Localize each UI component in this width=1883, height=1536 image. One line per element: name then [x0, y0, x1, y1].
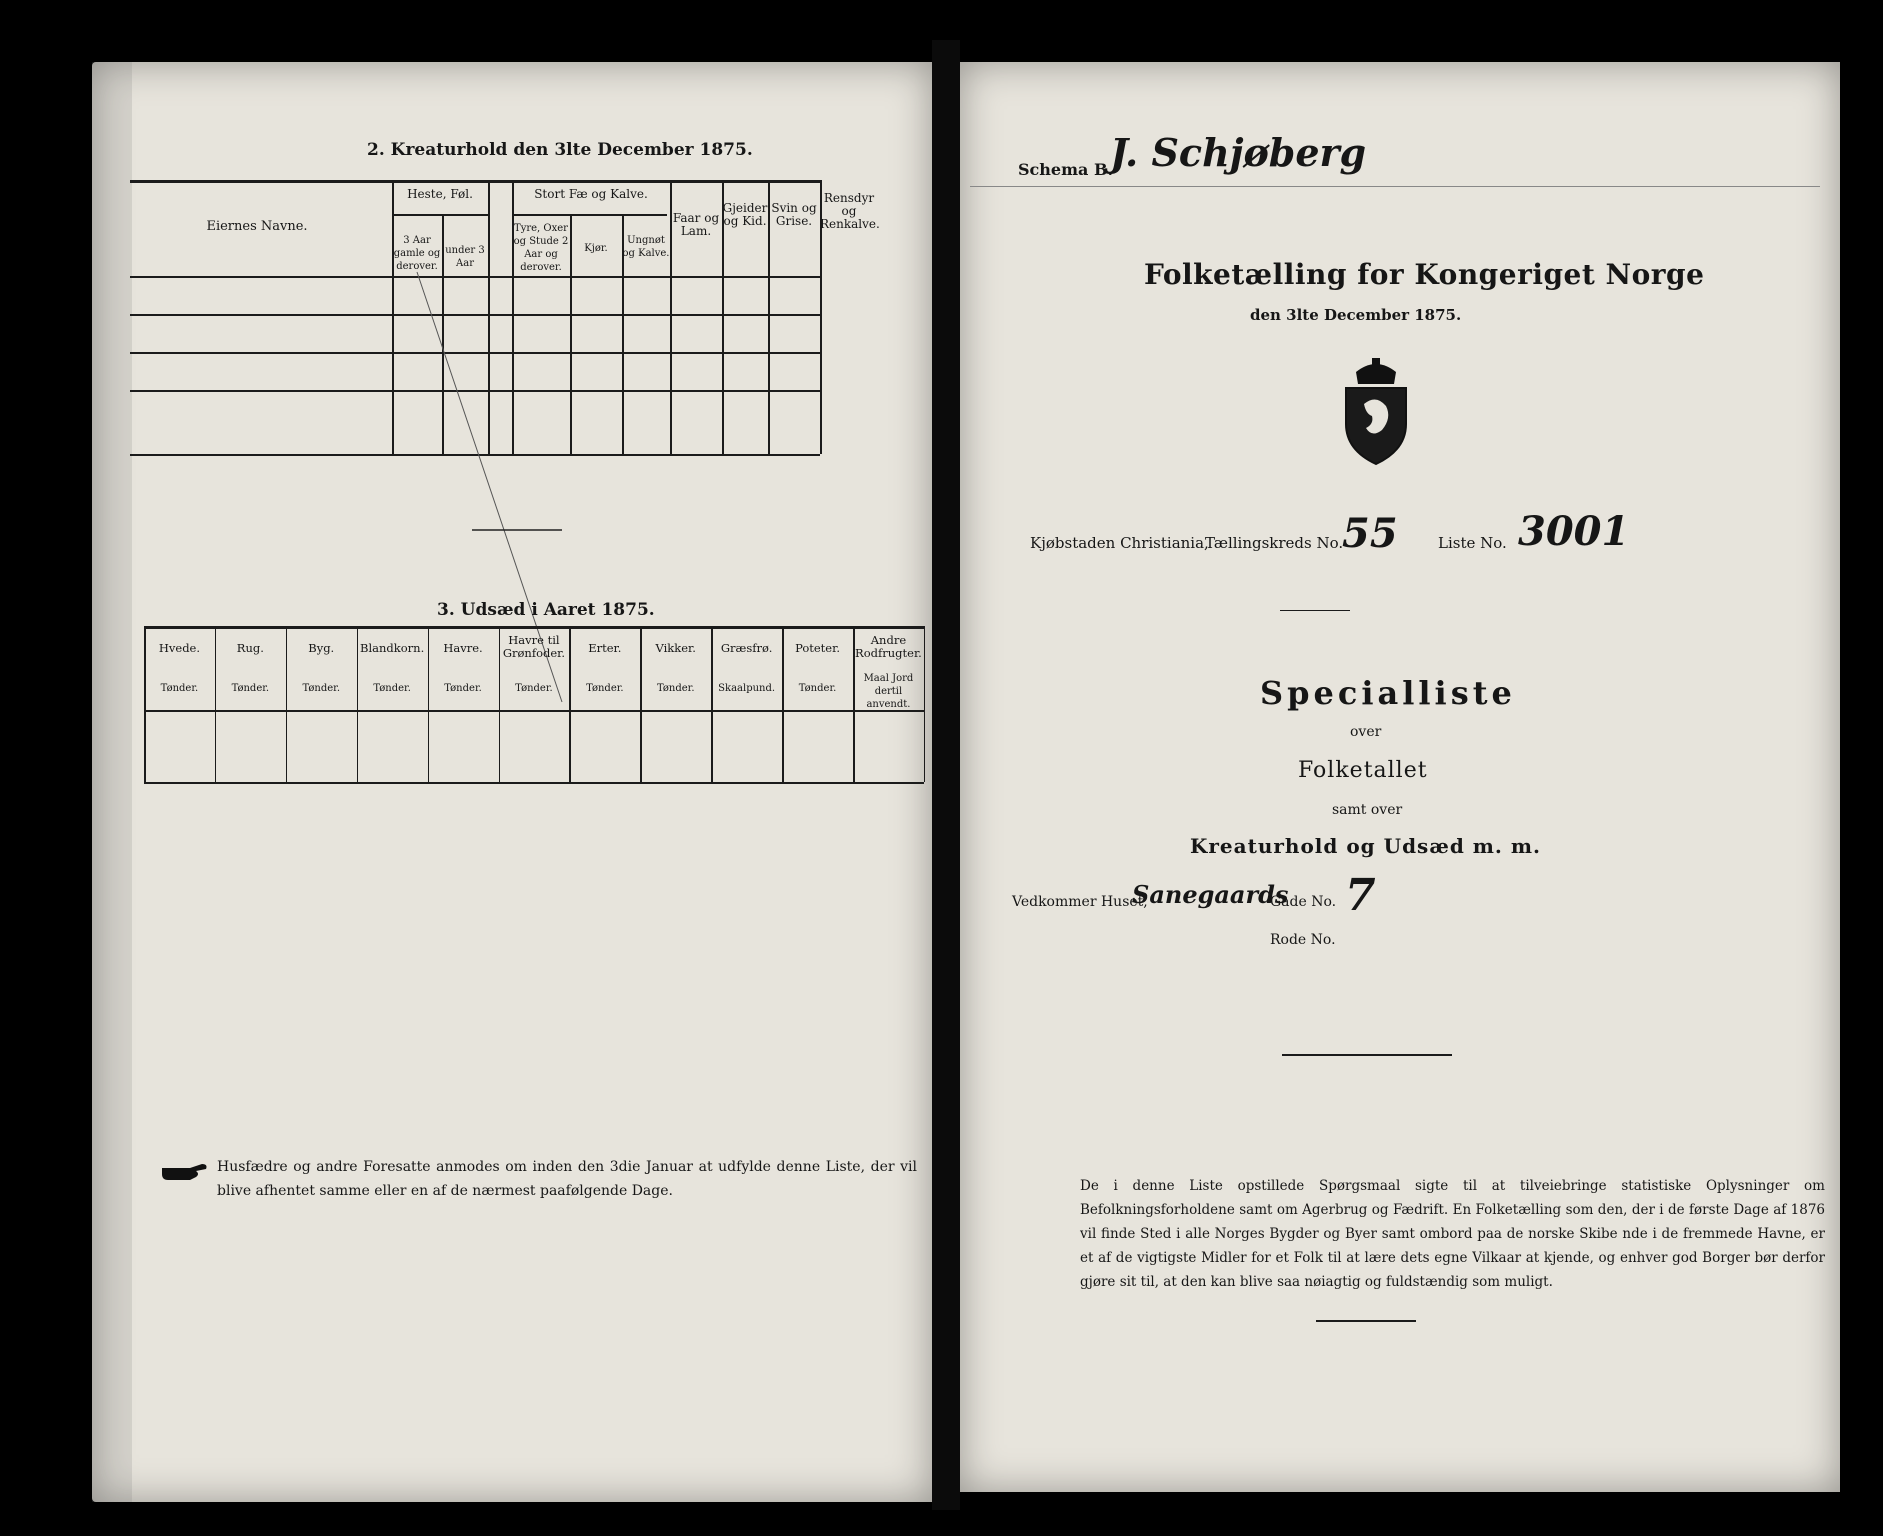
- seed-column-header: Blandkorn.: [360, 641, 425, 655]
- street-label: Gade No.: [1270, 894, 1337, 910]
- horses-header: Heste, Føl.: [407, 187, 473, 201]
- seed-column-header: Havre.: [443, 641, 483, 655]
- livestock-seed-label: Kreaturhold og Udsæd m. m.: [1190, 834, 1541, 858]
- pigs-header: Svin og Grise.: [771, 201, 817, 228]
- seed-section-title: 3. Udsæd i Aaret 1875.: [437, 600, 655, 620]
- samt-over-label: samt over: [1332, 802, 1403, 818]
- schema-handwriting: J. Schjøberg: [1110, 130, 1367, 175]
- book-binding: [932, 40, 960, 1510]
- date-line: den 3lte December 1875.: [1250, 306, 1462, 324]
- seed-column-unit: Tønder.: [444, 683, 482, 694]
- seed-column-header: Vikker.: [655, 641, 696, 655]
- cattle-young-header: Ungnøt og Kalve.: [622, 235, 670, 259]
- seed-column-unit: Tønder.: [515, 683, 553, 694]
- purpose-paragraph: De i denne Liste opstillede Spørgsmaal sigte til at tilveiebringe statistiske Oplysninger om Befolkningsforholdene samt om Agerbrug og Fædrift. En Folketælling som den, der i de første Dage af 1876 vil finde Sted i alle Norges Bygder og Byer samt ombord paa de norske Skibe nde i de fremmede Havne, er et af de vigtigste Midler for et Folk til at lære dets egne Vilkaar at kjende, og enhver god Borger bør derfor gjøre sit til, at den kan blive saa nøiagtig og fuldstændig som muligt.: [1080, 1178, 1825, 1290]
- notice-text: Husfædre og andre Foresatte anmodes om inden den 3die Januar at udfylde denne Liste, der vil blive afhentet samme eller en af de nærmest paafølgende Dage.: [217, 1159, 917, 1199]
- main-title: Folketælling for Kongeriget Norge: [1144, 258, 1705, 291]
- seed-column-unit: Skaalpund.: [718, 683, 776, 694]
- seed-column-header: Rug.: [236, 641, 264, 655]
- house-label: Vedkommer Huset,: [1012, 894, 1148, 910]
- livestock-section-title: 2. Kreaturhold den 3lte December 1875.: [367, 140, 753, 160]
- horses-3yr-header: 3 Aar gamle og derover.: [393, 235, 441, 272]
- seed-column-header: Andre Rodfrugter.: [855, 633, 922, 660]
- schema-label: Schema B.: [1018, 160, 1114, 179]
- folketallet-label: Folketallet: [1298, 758, 1428, 783]
- over-label: over: [1350, 724, 1382, 740]
- horses-under3-header: under 3 Aar: [445, 245, 485, 269]
- list-label: Liste No.: [1438, 534, 1507, 552]
- seed-column-unit: Tønder.: [798, 683, 837, 694]
- seed-column-header: Poteter.: [795, 641, 841, 655]
- owner-names-header: Eiernes Navne.: [206, 219, 308, 234]
- pointing-hand-icon: [160, 1160, 210, 1184]
- cattle-bulls-header: Tyre, Oxer og Stude 2 Aar og derover.: [513, 223, 569, 273]
- seed-column-header: Erter.: [588, 641, 622, 655]
- seed-column-unit: Tønder.: [302, 683, 341, 694]
- city-label: Kjøbstaden Christiania,: [1030, 534, 1209, 552]
- list-value: 3001: [1518, 508, 1630, 555]
- norway-coat-of-arms-icon: [1336, 358, 1416, 468]
- seed-column-unit: Tønder.: [231, 683, 270, 694]
- district-label: Tællingskreds No.: [1205, 534, 1344, 552]
- seed-column-unit: Tønder.: [373, 683, 411, 694]
- cattle-header: Stort Fæ og Kalve.: [534, 187, 648, 201]
- seed-column-header: Havre til Grønfoder.: [502, 633, 566, 660]
- cattle-cows-header: Kjør.: [584, 243, 608, 254]
- seed-column-unit: Tønder.: [160, 683, 199, 694]
- seed-column-unit: Maal Jord dertil anvendt.: [863, 673, 914, 710]
- seed-column-header: Hvede.: [158, 641, 201, 655]
- street-number-value: 7: [1345, 870, 1376, 921]
- street-value: Sanegaards: [1132, 880, 1289, 909]
- seed-table-divider: [924, 626, 926, 782]
- special-list-title: Specialliste: [1260, 674, 1516, 712]
- district-value: 55: [1342, 510, 1398, 557]
- reindeer-header: Rensdyr og Renkalve.: [820, 191, 880, 231]
- ward-label: Rode No.: [1270, 932, 1336, 948]
- sheep-header: Faar og Lam.: [672, 211, 720, 238]
- goats-header: Gjeider og Kid.: [722, 201, 768, 228]
- seed-column-unit: Tønder.: [586, 683, 624, 694]
- pencil-stroke: [92, 62, 932, 862]
- seed-column-unit: Tønder.: [656, 683, 695, 694]
- seed-column-header: Græsfrø.: [720, 641, 773, 655]
- seed-column-header: Byg.: [308, 641, 335, 655]
- right-page: [960, 62, 1840, 1492]
- left-page: [92, 62, 932, 1502]
